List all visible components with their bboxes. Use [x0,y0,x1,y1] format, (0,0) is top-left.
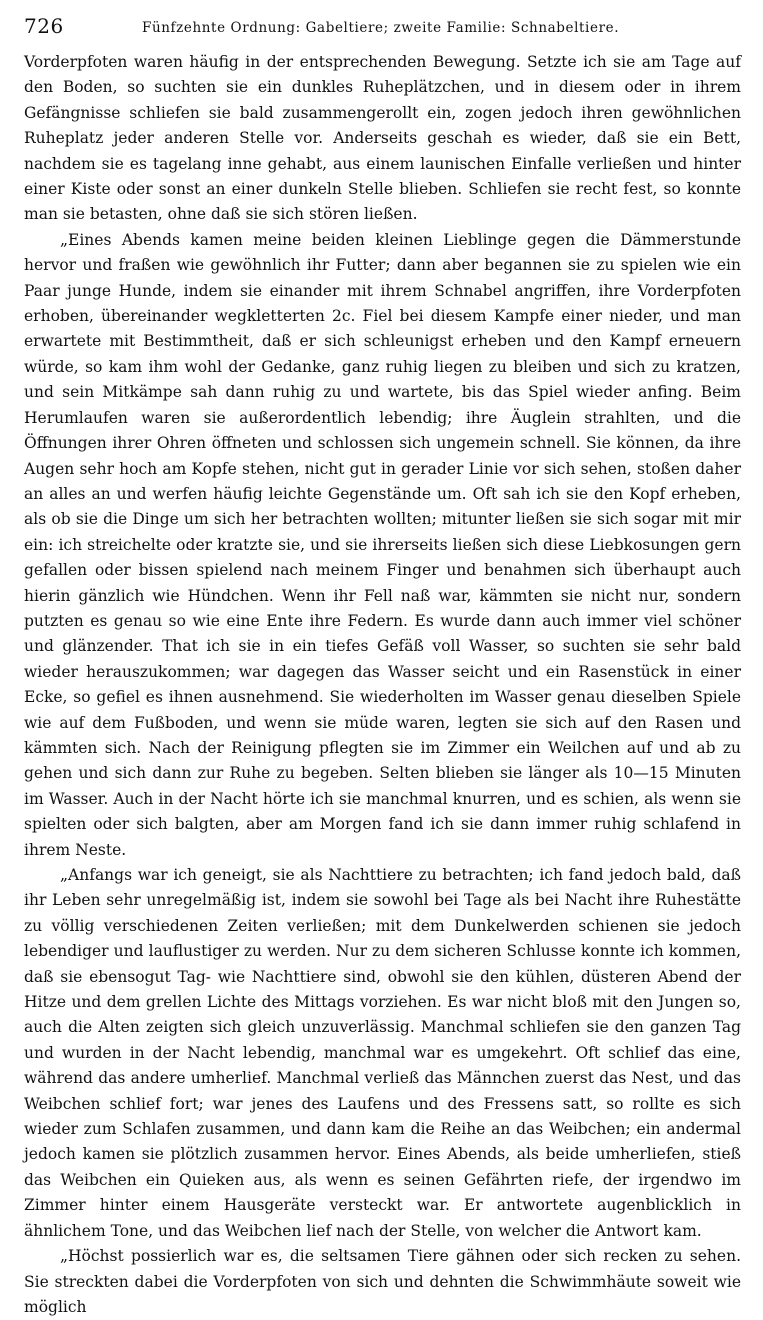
paragraph: Vorderpfoten waren häufig in der entsprechenden Bewegung. Setzte ich sie am Tage auf den Boden, so suchten sie ein dunkles Ruheplätzchen, und in diesem oder in ihrem Gefängnisse schliefen sie bald zusammengerollt ein, zogen jedoch ihren gewöhnlichen Ruheplatz jeder anderen Stelle vor. Anderseits geschah es wieder, daß sie ein Bett, nachdem sie es tagelang inne gehabt, aus einem launischen Einfalle verließen und hinter einer Kiste oder sonst an einer dunkeln Stelle blieben. Schliefen sie recht fest, so konnte man sie betasten, ohne daß sie sich stören ließen. [24,53,741,224]
page-number: 726 [24,14,64,38]
page-header [24,14,741,50]
paragraph: „Höchst possierlich war es, die seltsamen Tiere gähnen oder sich recken zu sehen. Sie streckten dabei die Vorderpfoten von sich und dehnten die Schwimmhäute soweit wie möglich [24,1247,741,1316]
paragraph: „Eines Abends kamen meine beiden kleinen Lieblinge gegen die Dämmerstunde hervor und fraßen wie gewöhnlich ihr Futter; dann aber begannen sie zu spielen wie ein Paar junge Hunde, indem sie einander mit ihrem Schnabel angriffen, ihre Vorderpfoten erhoben, übereinander wegkletterten 2c. Fiel bei diesem Kampfe einer nieder, und man erwartete mit Bestimmtheit, daß er sich schleunigst erheben und den Kampf erneuern würde, so kam ihm wohl der Gedanke, ganz ruhig liegen zu bleiben und sich zu kratzen, und sein Mitkämpe sah dann ruhig zu und wartete, bis das Spiel wieder anfing. Beim Herumlaufen waren sie außerordentlich lebendig; ihre Äuglein strahlten, und die Öffnungen ihrer Ohren öffneten und schlossen sich ungemein schnell. Sie können, da ihre Augen sehr hoch am Kopfe stehen, nicht gut in gerader Linie vor sich sehen, stoßen daher an alles an und werfen häufig leichte Gegenstände um. Oft sah ich sie den Kopf erheben, als ob sie die Dinge um sich her betrachten wollten; mitunter ließen sie sich sogar mit mir ein: ich streichelte oder kratzte sie, und sie ihrerseits ließen sich diese Liebkosungen gern gefallen oder bissen spielend nach meinem Finger und benahmen sich überhaupt auch hierin gänzlich wie Hündchen. Wenn ihr Fell naß war, kämmten sie nicht nur, sondern putzten es genau so wie eine Ente ihre Federn. Es wurde dann auch immer viel schöner und glänzender. That ich sie in ein tiefes Gefäß voll Wasser, so suchten sie sehr bald wieder herauszukommen; war dagegen das Wasser seicht und ein Rasenstück in einer Ecke, so gefiel es ihnen ausnehmend. Sie wiederholten im Wasser genau dieselben Spiele wie auf dem Fußboden, und wenn sie müde waren, legten sie sich auf den Rasen und kämmten sich. Nach der Reinigung pflegten sie im Zimmer ein Weilchen auf und ab zu gehen und sich dann zur Ruhe zu begeben. Selten blieben sie länger als 10—15 Minuten im Wasser. Auch in der Nacht hörte ich sie manchmal knurren, und es schien, als wenn sie spielten oder sich balgten, aber am Morgen fand ich sie dann immer ruhig schlafend in ihrem Neste. [24,230,741,859]
paragraph: „Anfangs war ich geneigt, sie als Nachttiere zu betrachten; ich fand jedoch bald, daß ihr Leben sehr unregelmäßig ist, indem sie sowohl bei Tage als bei Nacht ihre Ruhestätte zu völlig verschiedenen Zeiten verließen; mit dem Dunkelwerden schienen sie jedoch lebendiger und lauflustiger zu werden. Nur zu dem sicheren Schlusse konnte ich kommen, daß sie ebensogut Tag- wie Nachttiere sind, obwohl sie den kühlen, düsteren Abend der Hitze und dem grellen Lichte des Mittags vorziehen. Es war nicht bloß mit den Jungen so, auch die Alten zeigten sich gleich unzuverlässig. Manchmal schliefen sie den ganzen Tag und wurden in der Nacht lebendig, manchmal war es umgekehrt. Oft schlief das eine, während das andere umherlief. Manchmal verließ das Männchen zuerst das Nest, und das Weibchen schlief fort; war jenes des Laufens und des Fressens satt, so rollte es sich wieder zum Schlafen zusammen, und dann kam die Reihe an das Weibchen; ein andermal jedoch kamen sie plötzlich zusammen hervor. Eines Abends, als beide umherliefen, stieß das Weibchen ein Quieken aus, als wenn es seinen Gefährten riefe, der irgendwo im Zimmer hinter einem Hausgeräte versteckt war. Er antwortete augenblicklich in ähnlichem Tone, und das Weibchen lief nach der Stelle, von welcher die Antwort kam. [24,866,741,1240]
body-text [24,50,741,1320]
running-head: Fünfzehnte Ordnung: Gabeltiere; zweite Familie: Schnabeltiere. [142,20,620,36]
